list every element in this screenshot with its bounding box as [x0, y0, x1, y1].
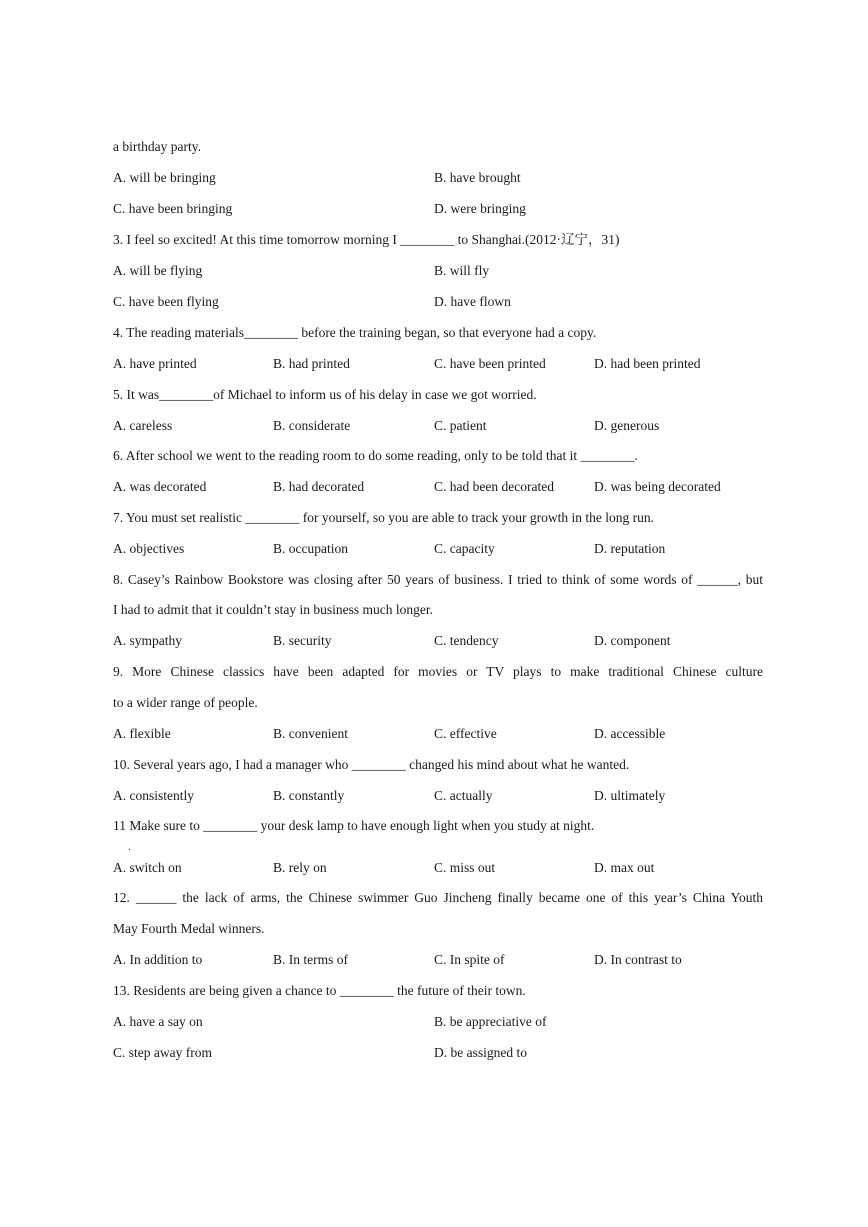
- option-b: B. will fly: [434, 263, 490, 278]
- question-8-options: [113, 632, 763, 650]
- question-3-stem: 3. I feel so excited! At this time tomorrow morning I ________ to Shanghai.(2012·辽宁，31): [113, 232, 620, 247]
- option-c: C. patient: [434, 418, 487, 433]
- question-2-options-row-1: [113, 169, 763, 187]
- option-b: B. In terms of: [273, 952, 348, 967]
- option-c: C. have been flying: [113, 294, 219, 309]
- question-12-options: [113, 951, 763, 969]
- option-b: B. had printed: [273, 356, 350, 371]
- option-d: D. component: [594, 633, 671, 648]
- option-b: B. be appreciative of: [434, 1014, 547, 1029]
- question-9-stem-line-1: 9. More Chinese classics have been adapted for movies or TV plays to make traditional Chinese culture: [113, 664, 763, 679]
- option-a: A. will be flying: [113, 263, 203, 278]
- question-12-stem-line-2: May Fourth Medal winners.: [113, 921, 265, 936]
- question-12-stem-line-1: 12. ______ the lack of arms, the Chinese swimmer Guo Jincheng finally became one of this year’s China Youth: [113, 890, 763, 905]
- option-d: D. have flown: [434, 294, 511, 309]
- option-a: A. In addition to: [113, 952, 203, 967]
- question-8-stem-line-1: 8. Casey’s Rainbow Bookstore was closing after 50 years of business. I tried to think of some words of ______, but: [113, 572, 763, 587]
- option-a: A. careless: [113, 418, 173, 433]
- question-4-stem: 4. The reading materials________ before the training began, so that everyone had a copy.: [113, 325, 597, 340]
- option-d: D. was being decorated: [594, 479, 721, 494]
- question-9-options: [113, 725, 763, 743]
- option-c: C. miss out: [434, 860, 496, 875]
- stray-dot: .: [128, 842, 131, 853]
- option-d: D. be assigned to: [434, 1045, 527, 1060]
- option-a: A. was decorated: [113, 479, 207, 494]
- option-d: D. accessible: [594, 726, 666, 741]
- question-3-options-row-2: [113, 293, 763, 311]
- question-3-options-row-1: [113, 262, 763, 280]
- option-b: B. have brought: [434, 170, 521, 185]
- question-8-stem-line-2: I had to admit that it couldn’t stay in business much longer.: [113, 602, 433, 617]
- option-d: D. generous: [594, 418, 660, 433]
- option-c: C. had been decorated: [434, 479, 554, 494]
- option-c: C. have been bringing: [113, 201, 233, 216]
- option-b: B. occupation: [273, 541, 348, 556]
- question-11-stem: 11 Make sure to ________ your desk lamp to have enough light when you study at night.: [113, 818, 595, 833]
- option-c: C. actually: [434, 788, 493, 803]
- option-d: D. were bringing: [434, 201, 526, 216]
- question-10-options: [113, 787, 763, 805]
- option-a: A. sympathy: [113, 633, 182, 648]
- option-d: D. ultimately: [594, 788, 666, 803]
- option-d: D. had been printed: [594, 356, 701, 371]
- option-c: C. step away from: [113, 1045, 212, 1060]
- question-13-options-row-2: [113, 1044, 763, 1062]
- option-b: B. security: [273, 633, 332, 648]
- option-b: B. convenient: [273, 726, 348, 741]
- option-c: C. have been printed: [434, 356, 546, 371]
- question-6-options: [113, 478, 763, 496]
- question-5-options: [113, 417, 763, 435]
- option-c: C. In spite of: [434, 952, 505, 967]
- question-13-options-row-1: [113, 1013, 763, 1031]
- question-9-stem-line-2: to a wider range of people.: [113, 695, 258, 710]
- option-b: B. rely on: [273, 860, 327, 875]
- option-d: D. max out: [594, 860, 655, 875]
- option-a: A. flexible: [113, 726, 171, 741]
- option-b: B. considerate: [273, 418, 351, 433]
- question-11-options: [113, 859, 763, 877]
- question-2-options-row-2: [113, 200, 763, 218]
- question-5-stem: 5. It was________of Michael to inform us of his delay in case we got worried.: [113, 387, 537, 402]
- question-6-stem: 6. After school we went to the reading room to do some reading, only to be told that it ________.: [113, 448, 638, 463]
- option-a: A. consistently: [113, 788, 194, 803]
- question-10-stem: 10. Several years ago, I had a manager who ________ changed his mind about what he wanted.: [113, 757, 630, 772]
- question-7-options: [113, 540, 763, 558]
- option-a: A. have a say on: [113, 1014, 203, 1029]
- question-2-stem-end: a birthday party.: [113, 139, 201, 154]
- option-b: B. had decorated: [273, 479, 365, 494]
- option-b: B. constantly: [273, 788, 345, 803]
- question-4-options: [113, 355, 763, 373]
- option-a: A. objectives: [113, 541, 185, 556]
- option-c: C. effective: [434, 726, 497, 741]
- option-a: A. switch on: [113, 860, 182, 875]
- question-13-stem: 13. Residents are being given a chance to ________ the future of their town.: [113, 983, 526, 998]
- option-a: A. have printed: [113, 356, 197, 371]
- option-c: C. tendency: [434, 633, 499, 648]
- option-a: A. will be bringing: [113, 170, 216, 185]
- question-7-stem: 7. You must set realistic ________ for yourself, so you are able to track your growth in the long run.: [113, 510, 655, 525]
- option-c: C. capacity: [434, 541, 495, 556]
- option-d: D. reputation: [594, 541, 666, 556]
- option-d: D. In contrast to: [594, 952, 682, 967]
